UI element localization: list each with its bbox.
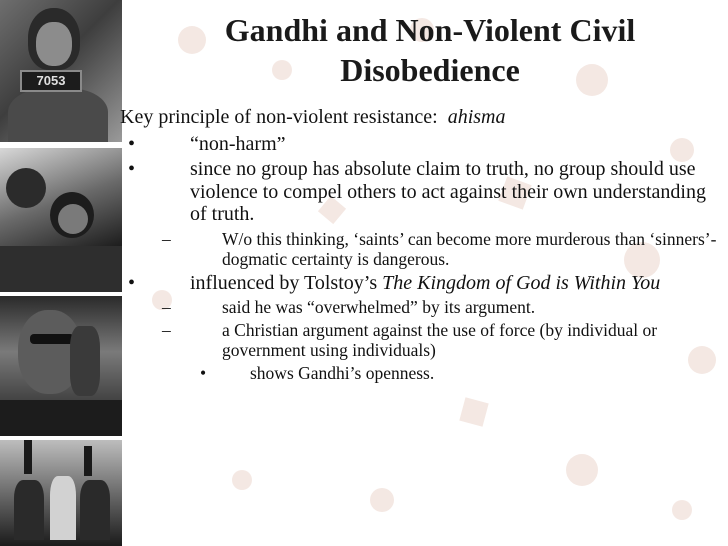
sub-sub-bullet-openness: [118, 363, 718, 383]
photo-olympic-podium: [0, 440, 122, 546]
photo-speaker-portrait: [0, 296, 122, 436]
slide-title: [140, 10, 720, 90]
book-title: The Kingdom of God is Within You: [382, 271, 661, 294]
photo-strip: [0, 0, 122, 546]
sub-bullet-text: said he was “overwhelmed” by its argument.: [222, 297, 536, 317]
dash-marker: –: [162, 320, 171, 340]
bullet-text: since no group has absolute claim to truth, no group should use violence to compel others to act against their own understanding of truth.: [190, 158, 706, 225]
bullet-marker: •: [128, 271, 136, 294]
sub-bullet-text: a Christian argument against the use of force (by individual or government using individuals): [222, 320, 658, 360]
dash-marker: –: [162, 228, 171, 249]
sub-bullet-text: W/o this thinking, ‘saints’ can become more murderous than ‘sinners’- dogmatic certainty is dangerous.: [222, 228, 717, 269]
mugshot-number-plaque: 7053: [20, 70, 82, 92]
bullet-marker: •: [200, 363, 207, 383]
bullet-tolstoy: [118, 272, 718, 295]
sub-bullet-overwhelmed: [118, 297, 718, 317]
slide-body: [118, 106, 718, 386]
bullet-non-harm: [118, 133, 718, 156]
photo-mugshot: [0, 0, 122, 142]
slide-title-line1: Gandhi and Non-Violent Civil: [224, 12, 636, 48]
sub-bullet-saints-sinners: [118, 229, 718, 269]
bullet-text: “non-harm”: [190, 132, 286, 155]
dash-marker: –: [162, 297, 171, 317]
bullet-truth-claim: [118, 158, 718, 226]
intro-line: [118, 106, 718, 129]
sub-sub-bullet-text: shows Gandhi’s openness.: [250, 363, 435, 383]
intro-text: Key principle of non-violent resistance:: [120, 106, 438, 128]
bullet-marker: •: [128, 132, 136, 155]
bullet-marker: •: [128, 158, 136, 180]
bullet-text: influenced by Tolstoy’s: [190, 271, 378, 294]
slide-title-line2: Disobedience: [340, 52, 520, 88]
sub-bullet-christian-argument: [118, 320, 718, 360]
photo-protest-crowd: [0, 148, 122, 292]
intro-term: ahisma: [447, 106, 506, 128]
